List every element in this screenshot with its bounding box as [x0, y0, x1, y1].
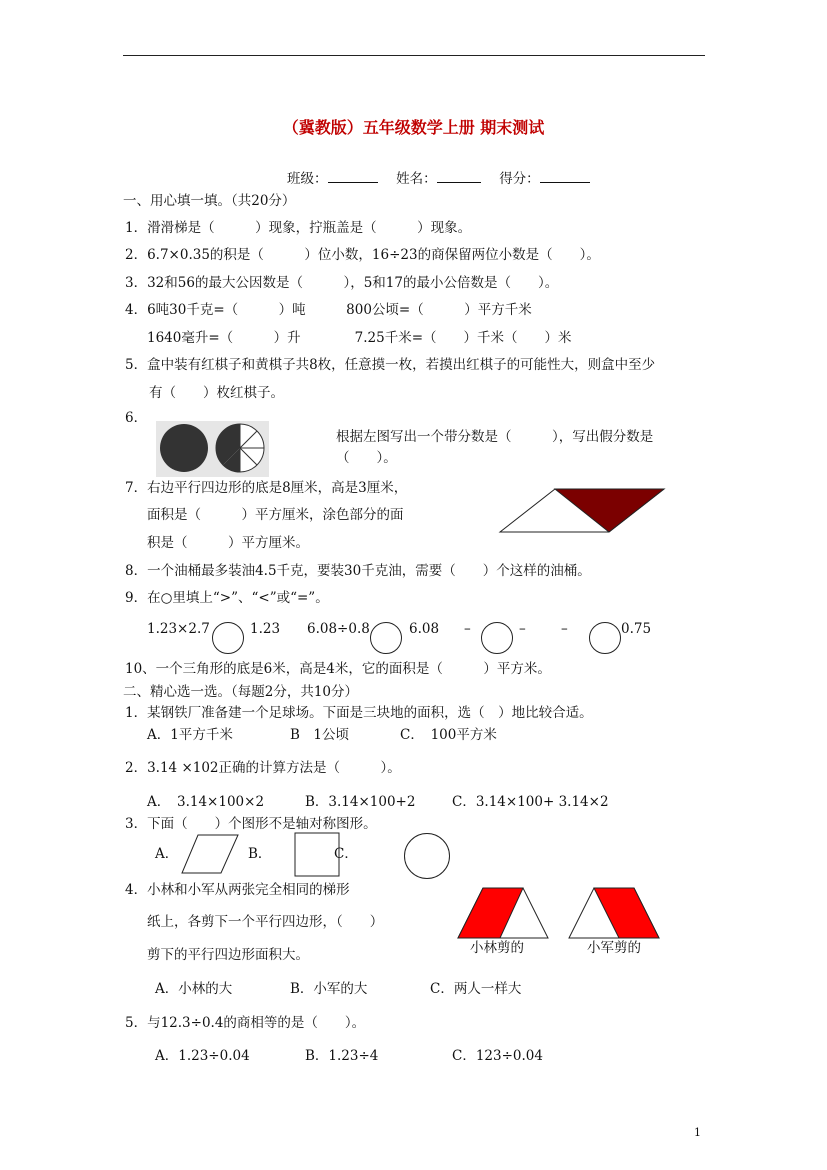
q2-3-option-b[interactable]: B． — [248, 846, 272, 862]
question-2-2: 2．3.14 ×102正确的计算方法是（ ）。 — [125, 760, 401, 776]
score-field[interactable] — [540, 168, 590, 183]
question-1-1: 1．滑滑梯是（ ）现象，拧瓶盖是（ ）现象。 — [125, 220, 472, 236]
question-2-3: 3．下面（ ）个图形不是轴对称图形。 — [125, 816, 377, 832]
compare-left-1: 1.23×2.7 — [147, 621, 210, 637]
compare-right-3: – — [519, 621, 526, 637]
question-1-5b: 有（ ）枚红棋子。 — [149, 385, 284, 401]
page-number: 1 — [694, 1126, 701, 1139]
question-2-5: 5．与12.3÷0.4的商相等的是（ ）。 — [125, 1015, 366, 1031]
question-1-4b: 1640毫升=（ ）升 7.25千米=（ ）千米（ ）米 — [147, 330, 572, 346]
q2-4-option-c[interactable]: C．两人一样大 — [430, 981, 522, 997]
question-1-2: 2．6.7×0.35的积是（ ）位小数，16÷23的商保留两位小数是（ ）。 — [125, 247, 600, 263]
full-circle — [160, 424, 208, 472]
q2-5-option-a[interactable]: A．1.23÷0.04 — [155, 1048, 250, 1064]
trapezoid-xiaolin-figure — [457, 887, 549, 939]
partial-circle — [216, 424, 264, 472]
question-1-3: 3．32和56的最大公因数是（ ），5和17的最小公倍数是（ ）。 — [125, 275, 559, 291]
q2-5-option-b[interactable]: B．1.23÷4 — [305, 1048, 379, 1064]
q2-4-option-a[interactable]: A．小林的大 — [155, 981, 233, 997]
question-1-7c: 积是（ ）平方厘米。 — [147, 535, 309, 551]
q2-2-option-a[interactable]: A． 3.14×100×2 — [147, 794, 265, 810]
question-1-10: 10、一个三角形的底是6米，高是4米，它的面积是（ ）平方米。 — [125, 661, 551, 677]
question-1-6b: （ ）。 — [336, 450, 397, 466]
section2-heading: 二、精心选一选。（每题2分，共10分） — [123, 684, 359, 700]
class-label: 班级： — [287, 171, 328, 187]
compare-circle-2[interactable] — [370, 622, 402, 654]
compare-right-2: 6.08 — [409, 621, 440, 637]
compare-circle-1[interactable] — [212, 622, 244, 654]
question-1-7b: 面积是（ ）平方厘米，涂色部分的面 — [147, 507, 404, 523]
header-rule — [123, 55, 705, 56]
question-2-4c: 剪下的平行四边形面积大。 — [147, 947, 309, 963]
xiaolin-label: 小林剪的 — [470, 940, 524, 956]
question-2-4b: 纸上，各剪下一个平行四边形，（ ） — [147, 914, 384, 930]
circle-shape-c — [404, 833, 450, 879]
question-1-4a: 4．6吨30千克=（ ）吨 800公顷=（ ）平方千米 — [125, 302, 532, 318]
q2-3-option-a[interactable]: A． — [155, 846, 179, 862]
q2-3-option-c[interactable]: C． — [334, 846, 358, 862]
class-field[interactable] — [328, 168, 378, 183]
question-1-7a: 7．右边平行四边形的底是8厘米，高是3厘米， — [125, 480, 408, 496]
compare-right-4: 0.75 — [621, 621, 652, 637]
q2-1-option-b[interactable]: B 1公顷 — [290, 727, 350, 743]
compare-left-4: – — [561, 621, 568, 637]
question-2-1: 1．某钢铁厂准备建一个足球场。下面是三块地的面积，选（ ）地比较合适。 — [125, 705, 593, 721]
question-1-5a: 5．盒中装有红棋子和黄棋子共8枚，任意摸一枚，若摸出红棋子的可能性大，则盒中至少 — [125, 357, 656, 373]
xiaojun-label: 小军剪的 — [587, 940, 641, 956]
q2-5-option-c[interactable]: C．123÷0.04 — [452, 1048, 543, 1064]
page-title: （冀教版）五年级数学上册 期末测试 — [282, 118, 545, 137]
compare-right-1: 1.23 — [250, 621, 281, 637]
question-2-4a: 4．小林和小军从两张完全相同的梯形 — [125, 882, 350, 898]
name-label: 姓名： — [396, 171, 437, 187]
name-field[interactable] — [437, 168, 481, 183]
q2-1-option-c[interactable]: C． 100平方米 — [400, 727, 497, 743]
compare-circle-4[interactable] — [589, 622, 621, 654]
question-1-6a: 根据左图写出一个带分数是（ ），写出假分数是 — [336, 429, 654, 445]
q2-4-option-b[interactable]: B．小军的大 — [290, 981, 368, 997]
fraction-circles-figure — [156, 421, 269, 477]
compare-left-3: – — [464, 621, 471, 637]
section1-heading: 一、用心填一填。（共20分） — [123, 193, 296, 209]
compare-left-2: 6.08÷0.8 — [307, 621, 370, 637]
question-1-9: 9．在○里填上“>”、“<”或“=”。 — [125, 590, 329, 606]
q2-2-option-b[interactable]: B．3.14×100+2 — [305, 794, 416, 810]
parallelogram-figure — [499, 488, 665, 534]
parallelogram-shape-a — [181, 834, 239, 874]
question-1-6-number: 6． — [125, 410, 148, 426]
question-1-8: 8．一个油桶最多装油4.5千克，要装30千克油，需要（ ）个这样的油桶。 — [125, 563, 591, 579]
score-label: 得分： — [499, 171, 540, 187]
student-info — [287, 167, 590, 187]
q2-1-option-a[interactable]: A．1平方千米 — [147, 727, 233, 743]
q2-2-option-c[interactable]: C．3.14×100+ 3.14×2 — [452, 794, 609, 810]
trapezoid-xiaojun-figure — [568, 887, 660, 939]
compare-circle-3[interactable] — [481, 622, 513, 654]
